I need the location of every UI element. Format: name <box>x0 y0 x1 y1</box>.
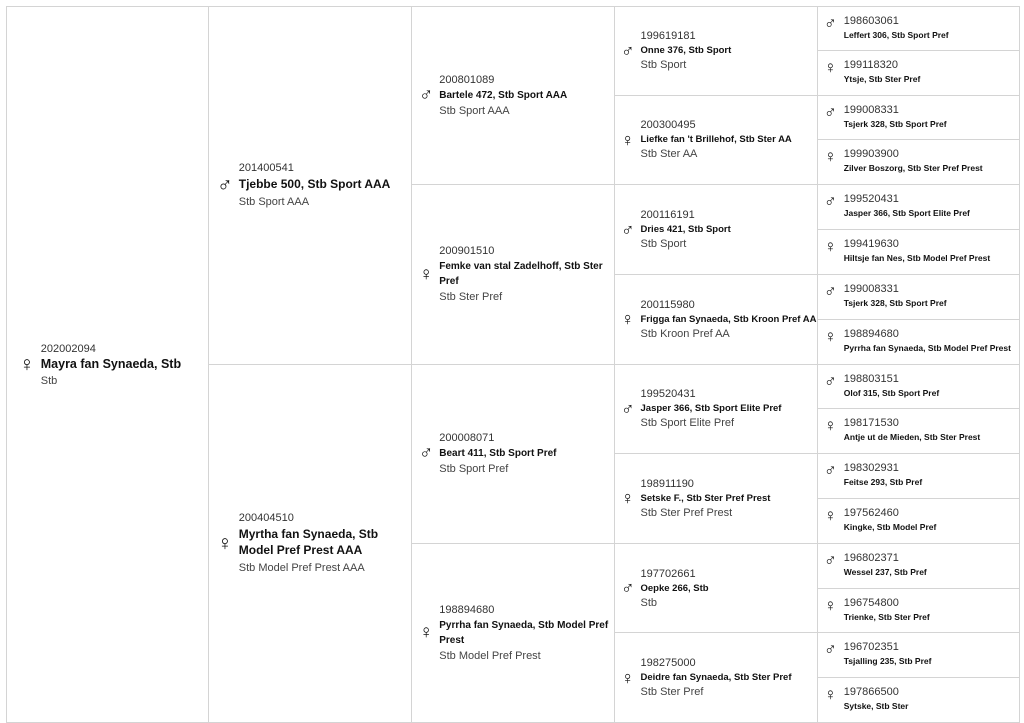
male-icon: ♂ <box>621 219 635 240</box>
horse-info <box>844 641 932 667</box>
horse-info <box>41 343 181 387</box>
horse-name-link[interactable]: Jasper 366, Stb Sport Elite Pref <box>640 403 782 415</box>
predicate-text: Stb Model Pref Prest <box>439 649 541 662</box>
female-icon: ♀ <box>824 147 837 167</box>
female-icon: ♀ <box>824 505 837 525</box>
registration-number: 198302931 <box>843 462 899 475</box>
predicate-text: Stb Sport <box>640 59 687 72</box>
horse-info <box>641 30 732 71</box>
female-icon: ♀ <box>19 353 35 376</box>
male-icon: ♂ <box>824 640 837 660</box>
pedigree-cell[interactable] <box>817 139 1020 185</box>
registration-number: 200300495 <box>640 119 696 132</box>
pedigree-cell[interactable] <box>817 95 1020 141</box>
horse-name-link[interactable]: Tsjalling 235, Stb Pref <box>843 656 932 667</box>
registration-number: 198894680 <box>439 603 495 616</box>
pedigree-cell[interactable] <box>817 274 1020 320</box>
registration-number: 200115980 <box>640 298 695 311</box>
pedigree-cell[interactable] <box>817 677 1020 723</box>
registration-number: 200901510 <box>439 245 495 258</box>
horse-info <box>844 507 937 533</box>
horse-name-link[interactable]: Dries 421, Stb Sport <box>640 224 731 236</box>
female-icon: ♀ <box>419 622 434 644</box>
male-icon: ♂ <box>217 173 233 197</box>
horse-info <box>844 373 939 399</box>
pedigree-cell[interactable] <box>411 364 615 544</box>
horse-name-link[interactable]: Leffert 306, Stb Sport Pref <box>843 30 949 40</box>
horse-name-link[interactable]: Bartele 472, Stb Sport AAA <box>439 90 568 102</box>
horse-info <box>844 686 909 712</box>
registration-number: 198603061 <box>843 15 899 27</box>
male-icon: ♂ <box>621 578 635 599</box>
pedigree-cell[interactable] <box>614 184 818 275</box>
horse-name-link[interactable]: Beart 411, Stb Sport Pref <box>439 448 557 460</box>
horse-info <box>439 604 614 662</box>
predicate-text: Stb Ster Pref Prest <box>640 506 733 519</box>
predicate-text: Stb Sport AAA <box>238 196 310 209</box>
horse-name-link[interactable]: Frigga fan Synaeda, Stb Kroon Pref AA <box>640 313 817 325</box>
horse-info <box>844 59 921 85</box>
predicate-text: Stb Ster Pref <box>439 291 503 304</box>
registration-number: 198894680 <box>843 327 899 340</box>
horse-name-link[interactable]: Trienke, Stb Ster Pref <box>843 611 930 622</box>
male-icon: ♂ <box>824 192 837 212</box>
predicate-text: Stb Model Pref Prest AAA <box>238 562 365 575</box>
horse-name-link[interactable]: Mayra fan Synaeda, Stb <box>40 356 182 371</box>
horse-name-link[interactable]: Jasper 366, Stb Sport Elite Pref <box>843 208 970 219</box>
registration-number: 196754800 <box>843 596 899 609</box>
predicate-text: Stb <box>640 596 658 609</box>
pedigree-cell[interactable] <box>817 632 1020 678</box>
pedigree-cell[interactable] <box>614 543 818 634</box>
registration-number: 200116191 <box>640 209 695 222</box>
pedigree-cell[interactable] <box>817 364 1020 410</box>
horse-info <box>641 478 771 519</box>
horse-name-link[interactable]: Tsjerk 328, Stb Sport Pref <box>843 297 947 308</box>
horse-info <box>641 119 792 160</box>
horse-name-link[interactable]: Pyrrha fan Synaeda, Stb Model Pref Prest <box>439 619 609 646</box>
male-icon: ♂ <box>824 281 837 301</box>
predicate-text: Stb Ster Pref <box>640 686 704 699</box>
registration-number: 200801089 <box>439 74 495 87</box>
registration-number: 197702661 <box>640 567 696 580</box>
male-icon: ♂ <box>824 14 837 33</box>
horse-info <box>239 512 411 574</box>
horse-name-link[interactable]: Oepke 266, Stb <box>640 582 709 594</box>
horse-name-link[interactable]: Kingke, Stb Model Pref <box>843 521 937 532</box>
horse-info <box>239 162 391 208</box>
female-icon: ♀ <box>824 326 837 346</box>
female-icon: ♀ <box>621 309 635 330</box>
horse-name-link[interactable]: Liefke fan 't Brillehof, Stb Ster AA <box>640 134 792 146</box>
pedigree-cell[interactable] <box>6 6 209 723</box>
horse-info <box>439 74 567 117</box>
male-icon: ♂ <box>419 85 434 107</box>
horse-name-link[interactable]: Onne 376, Stb Sport <box>640 45 732 57</box>
registration-number: 199903900 <box>843 148 899 161</box>
horse-info <box>844 104 947 130</box>
registration-number: 199008331 <box>843 282 899 295</box>
horse-info <box>844 552 927 578</box>
pedigree-cell[interactable] <box>208 364 412 723</box>
female-icon: ♀ <box>824 416 837 436</box>
predicate-text: Stb <box>40 374 58 387</box>
registration-number: 198275000 <box>640 657 696 670</box>
predicate-text: Stb Kroon Pref AA <box>640 327 730 340</box>
horse-info <box>439 245 614 303</box>
horse-info <box>641 299 817 340</box>
pedigree-cell[interactable] <box>817 319 1020 365</box>
predicate-text: Stb Ster AA <box>640 148 698 161</box>
male-icon: ♂ <box>824 371 837 391</box>
horse-name-link[interactable]: Setske F., Stb Ster Pref Prest <box>640 492 771 504</box>
female-icon: ♀ <box>824 57 837 77</box>
female-icon: ♀ <box>217 531 233 555</box>
registration-number: 201400541 <box>238 162 294 175</box>
pedigree-cell[interactable] <box>614 364 818 455</box>
pedigree-cell[interactable] <box>614 6 818 96</box>
male-icon: ♂ <box>419 443 434 465</box>
horse-info <box>844 597 930 623</box>
pedigree-cell[interactable] <box>614 453 818 544</box>
male-icon: ♂ <box>621 398 635 419</box>
horse-info <box>844 193 970 219</box>
pedigree-cell[interactable] <box>411 543 615 723</box>
pedigree-cell[interactable] <box>817 408 1020 454</box>
male-icon: ♂ <box>824 102 837 122</box>
pedigree-cell[interactable] <box>817 543 1020 589</box>
registration-number: 198171530 <box>843 417 899 430</box>
horse-info <box>844 238 990 264</box>
horse-info <box>844 417 981 443</box>
horse-name-link[interactable]: Zilver Boszorg, Stb Ster Pref Prest <box>843 163 983 174</box>
male-icon: ♂ <box>824 550 837 570</box>
pedigree-cell[interactable] <box>817 50 1020 96</box>
registration-number: 200404510 <box>238 512 294 525</box>
pedigree-cell[interactable] <box>411 6 615 185</box>
female-icon: ♀ <box>419 263 434 285</box>
male-icon: ♂ <box>824 461 837 481</box>
horse-info <box>641 388 782 429</box>
horse-info <box>641 209 731 250</box>
female-icon: ♀ <box>824 595 837 615</box>
horse-info <box>439 432 556 475</box>
horse-name-link[interactable]: Feitse 293, Stb Pref <box>843 477 923 488</box>
horse-info <box>844 462 922 488</box>
pedigree-cell[interactable] <box>411 184 615 364</box>
pedigree-cell[interactable] <box>208 6 412 365</box>
horse-name-link[interactable]: Tjebbe 500, Stb Sport AAA <box>238 177 391 192</box>
registration-number: 199118320 <box>843 58 898 71</box>
horse-info <box>844 283 947 309</box>
male-icon: ♂ <box>621 40 635 61</box>
horse-name-link[interactable]: Deidre fan Synaeda, Stb Ster Pref <box>640 672 792 684</box>
horse-info <box>641 568 709 609</box>
pedigree-cell[interactable] <box>817 453 1020 499</box>
registration-number: 197866500 <box>843 686 899 699</box>
horse-name-link[interactable]: Pyrrha fan Synaeda, Stb Model Pref Prest <box>843 342 1011 353</box>
horse-name-link[interactable]: Myrtha fan Synaeda, Stb Model Pref Prest AAA <box>238 527 379 558</box>
horse-info <box>844 328 1011 354</box>
predicate-text: Stb Sport Pref <box>439 463 509 476</box>
horse-name-link[interactable]: Olof 315, Stb Sport Pref <box>843 387 940 398</box>
registration-number: 199419630 <box>843 238 899 251</box>
horse-name-link[interactable]: Ytsje, Stb Ster Pref <box>843 73 921 84</box>
horse-info <box>844 15 949 41</box>
pedigree-cell[interactable] <box>614 95 818 186</box>
horse-name-link[interactable]: Antje ut de Mieden, Stb Ster Prest <box>843 432 981 443</box>
pedigree-cell[interactable] <box>614 274 818 365</box>
registration-number: 198911190 <box>640 477 694 490</box>
pedigree-cell[interactable] <box>817 229 1020 275</box>
horse-name-link[interactable]: Femke van stal Zadelhoff, Stb Ster Pref <box>439 261 603 288</box>
predicate-text: Stb Sport <box>640 238 687 251</box>
pedigree-cell[interactable] <box>817 588 1020 634</box>
registration-number: 197562460 <box>843 506 899 519</box>
pedigree-cell[interactable] <box>614 632 818 723</box>
horse-name-link[interactable]: Sytske, Stb Ster <box>843 701 909 712</box>
female-icon: ♀ <box>621 488 635 509</box>
predicate-text: Stb Sport AAA <box>439 105 510 118</box>
registration-number: 199520431 <box>843 193 899 206</box>
horse-name-link[interactable]: Hiltsje fan Nes, Stb Model Pref Prest <box>843 253 991 264</box>
registration-number: 202002094 <box>40 342 96 355</box>
horse-info <box>641 657 792 698</box>
registration-number: 199520431 <box>640 388 696 401</box>
pedigree-cell[interactable] <box>817 498 1020 544</box>
pedigree-cell[interactable] <box>817 184 1020 230</box>
female-icon: ♀ <box>824 237 837 257</box>
registration-number: 198803151 <box>843 372 899 385</box>
horse-name-link[interactable]: Tsjerk 328, Stb Sport Pref <box>843 118 947 129</box>
female-icon: ♀ <box>621 129 635 150</box>
female-icon: ♀ <box>824 685 837 705</box>
female-icon: ♀ <box>621 667 635 688</box>
registration-number: 196802371 <box>843 551 899 564</box>
pedigree-cell[interactable] <box>817 6 1020 51</box>
registration-number: 199008331 <box>843 103 899 116</box>
predicate-text: Stb Sport Elite Pref <box>640 417 735 430</box>
registration-number: 196702351 <box>843 641 899 654</box>
registration-number: 199619181 <box>640 30 696 43</box>
horse-info <box>844 148 983 174</box>
registration-number: 200008071 <box>439 432 495 445</box>
horse-name-link[interactable]: Wessel 237, Stb Pref <box>843 566 927 577</box>
